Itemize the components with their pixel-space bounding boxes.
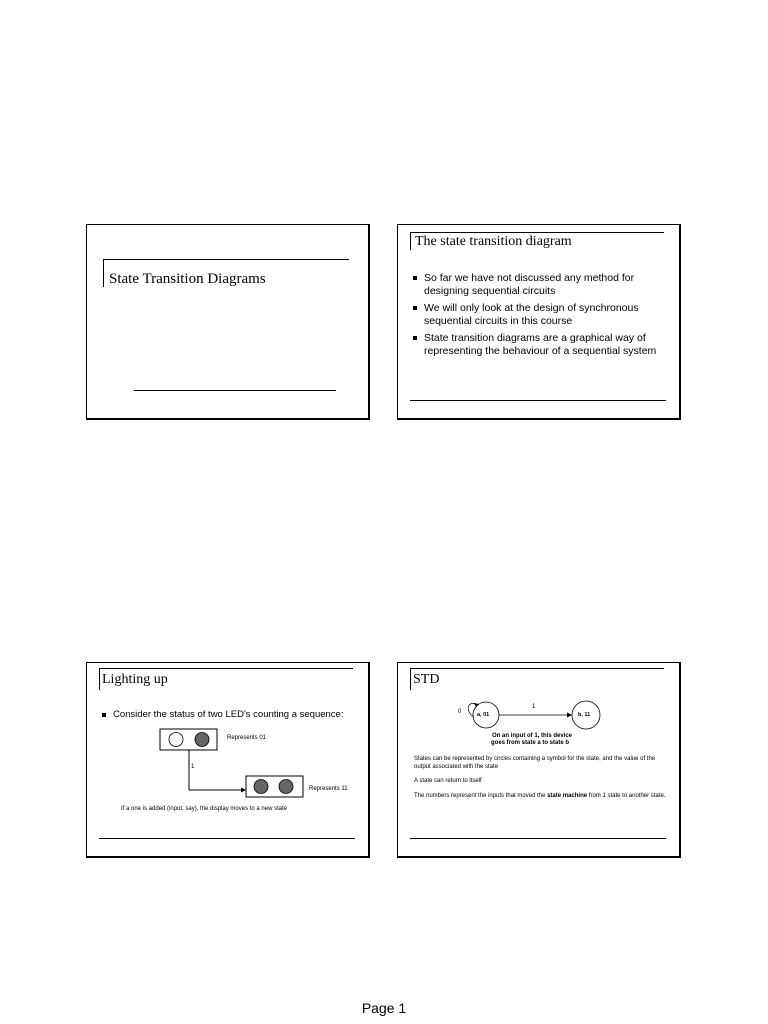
slide-2-title: The state transition diagram <box>415 234 572 249</box>
state-machine-bold: state machine <box>547 793 588 799</box>
slide-1 <box>86 224 370 420</box>
bottom-rule <box>410 838 666 839</box>
slide-3 <box>86 662 370 858</box>
bottom-rule <box>134 390 336 391</box>
self-loop-input: 0 <box>458 709 462 715</box>
std-text-1: States can be represented by circles containing a symbol for the state, and the value of the output associated with the state <box>414 756 656 770</box>
led-off-icon <box>169 733 183 747</box>
led-on-icon <box>279 780 293 794</box>
page-number: Page 1 <box>361 1000 407 1016</box>
slide-3-caption: If a one is added (input, say), the display moves to a new state <box>121 806 288 812</box>
transition-arrowhead-icon <box>567 713 572 718</box>
bullet-item: State transition diagrams are a graphical way of representing the behaviour of a sequential system <box>412 332 662 357</box>
title-top-rule <box>103 259 349 260</box>
square-bullet-icon <box>413 336 417 340</box>
diagram-caption-2: goes from state a to state b <box>491 740 570 746</box>
led-diagram <box>87 663 371 859</box>
square-bullet-icon <box>413 306 417 310</box>
slide-4 <box>397 662 681 858</box>
slide-2-bullets <box>412 272 662 362</box>
transition-input-label: 1 <box>191 764 195 770</box>
square-bullet-icon <box>413 276 417 280</box>
bottom-rule <box>410 400 666 401</box>
std-text-2: A state can return to itself <box>414 778 482 784</box>
diagram-caption-1: On an input of 1, this device <box>492 733 573 739</box>
slide-4-title: STD <box>413 672 440 687</box>
transition-arrowhead-icon <box>241 788 246 793</box>
led-on-icon <box>195 733 209 747</box>
bullet-item: So far we have not discussed any method for designing sequential circuits <box>412 272 662 297</box>
bottom-rule <box>99 838 355 839</box>
title-top-rule <box>410 232 664 233</box>
slide-3-title: Lighting up <box>102 672 168 687</box>
std-text-3: The numbers represent the inputs that moved the state machine from 1 state to another state. <box>414 793 666 799</box>
title-vertical-rule <box>103 259 104 287</box>
edge-input: 1 <box>532 704 536 710</box>
led-on-icon <box>254 780 268 794</box>
label-represents-11: Represents 11 <box>309 786 348 792</box>
slide-2 <box>397 224 681 420</box>
state-b-label: b, 11 <box>578 712 591 718</box>
state-a-label: a, 01 <box>477 712 490 718</box>
slide-1-title: State Transition Diagrams <box>109 271 266 287</box>
bullet-item: Consider the status of two LED's counting a sequence: <box>101 709 363 722</box>
bullet-item: We will only look at the design of synchronous sequential circuits in this course <box>412 302 662 327</box>
title-vertical-rule <box>410 232 411 250</box>
label-represents-01: Represents 01 <box>227 735 267 741</box>
